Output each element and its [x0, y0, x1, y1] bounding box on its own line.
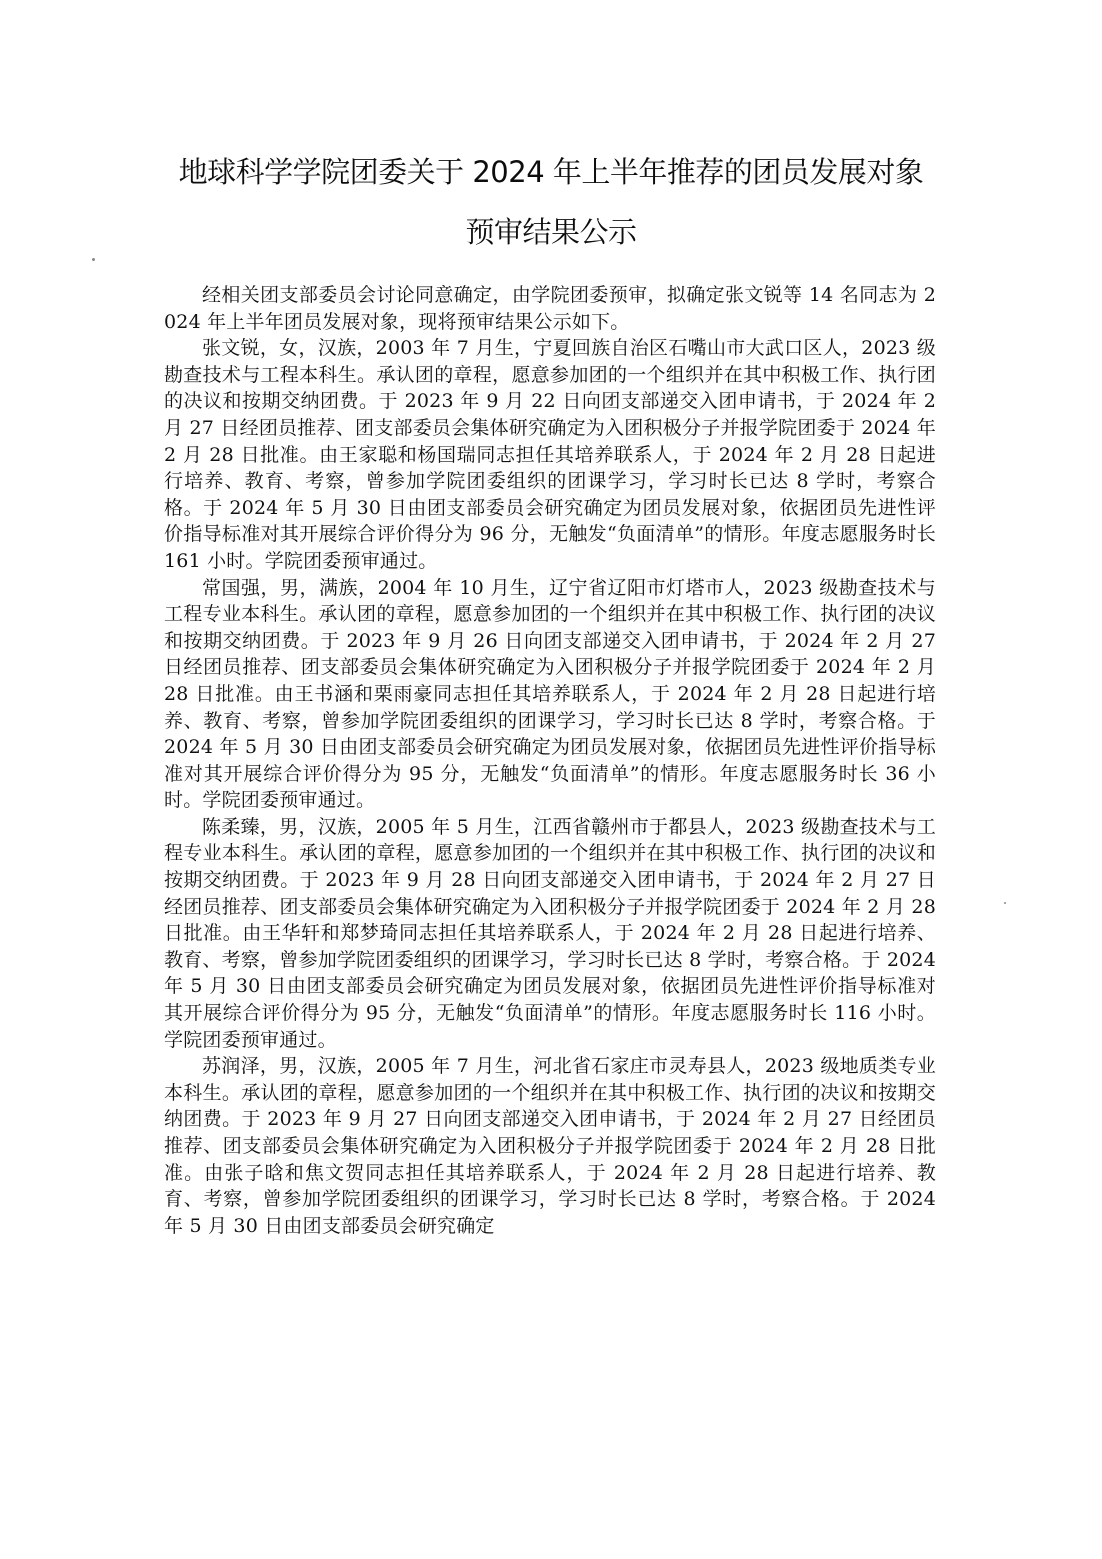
title-line-1: 地球科学学院团委关于 2024 年上半年推荐的团员发展对象 — [178, 155, 924, 189]
document-title — [120, 142, 982, 262]
candidate-paragraph: 常国强，男，满族，2004 年 10 月生，辽宁省辽阳市灯塔市人，2023 级勘查技术与工程专业本科生。承认团的章程，愿意参加团的一个组织并在其中积极工作、执行团的决议和按期交纳团费。于 2023 年 9 月 26 日向团支部递交入团申请书，于 2024 年 2 月 27 日经团员推荐、团支部委员会集体研究确定为入团积极分子并报学院团委于 2024 年 2 月 28 日批准。由王书涵和栗雨豪同志担任其培养联系人，于 2024 年 2 月 28 日起进行培养、教育、考察，曾参加学院团委组织的团课学习，学习时长已达 8 学时，考察合格。于 2024 年 5 月 30 日由团支部委员会研究确定为团员发展对象，依据团员先进性评价指导标准对其开展综合评价得分为 95 分，无触发“负面清单”的情形。年度志愿服务时长 36 小时。学院团委预审通过。 — [164, 576, 936, 812]
title-line-2: 预审结果公示 — [465, 215, 637, 249]
scan-speck — [1004, 902, 1006, 904]
candidate-paragraph: 张文锐，女，汉族，2003 年 7 月生，宁夏回族自治区石嘴山市大武口区人，2023 级勘查技术与工程本科生。承认团的章程，愿意参加团的一个组织并在其中积极工作、执行团的决议和按期交纳团费。于 2023 年 9 月 22 日向团支部递交入团申请书，于 2024 年 2 月 27 日经团员推荐、团支部委员会集体研究确定为入团积极分子并报学院团委于 2024 年 2 月 28 日批准。由王家聪和杨国瑞同志担任其培养联系人，于 2024 年 2 月 28 日起进行培养、教育、考察，曾参加学院团委组织的团课学习，学习时长已达 8 学时，考察合格。于 2024 年 5 月 30 日由团支部委员会研究确定为团员发展对象，依据团员先进性评价指导标准对其开展综合评价得分为 96 分，无触发“负面清单”的情形。年度志愿服务时长 161 小时。学院团委预审通过。 — [164, 337, 936, 572]
candidate-paragraph: 苏润泽，男，汉族，2005 年 7 月生，河北省石家庄市灵寿县人，2023 级地质类专业本科生。承认团的章程，愿意参加团的一个组织并在其中积极工作、执行团的决议和按期交纳团费。于 2023 年 9 月 27 日向团支部递交入团申请书，于 2024 年 2 月 27 日经团员推荐、团支部委员会集体研究确定为入团积极分子并报学院团委于 2024 年 2 月 28 日批准。由张子晗和焦文贺同志担任其培养联系人，于 2024 年 2 月 28 日起进行培养、教育、考察，曾参加学院团委组织的团课学习，学习时长已达 8 学时，考察合格。于 2024 年 5 月 30 日由团支部委员会研究确定 — [164, 1055, 936, 1237]
candidate-paragraph: 陈柔臻，男，汉族，2005 年 5 月生，江西省赣州市于都县人，2023 级勘查技术与工程专业本科生。承认团的章程，愿意参加团的一个组织并在其中积极工作、执行团的决议和按期交纳团费。于 2023 年 9 月 28 日向团支部递交入团申请书，于 2024 年 2 月 27 日经团员推荐、团支部委员会集体研究确定为入团积极分子并报学院团委于 2024 年 2 月 28 日批准。由王华轩和郑梦琦同志担任其培养联系人，于 2024 年 2 月 28 日起进行培养、教育、考察，曾参加学院团委组织的团课学习，学习时长已达 8 学时，考察合格。于 2024 年 5 月 30 日由团支部委员会研究确定为团员发展对象，依据团员先进性评价指导标准对其开展综合评价得分为 95 分，无触发“负面清单”的情形。年度志愿服务时长 116 小时。学院团委预审通过。 — [164, 815, 936, 1051]
scan-speck — [92, 258, 95, 261]
intro-paragraph: 经相关团支部委员会讨论同意确定，由学院团委预审，拟确定张文锐等 14 名同志为 2024 年上半年团员发展对象，现将预审结果公示如下。 — [164, 284, 936, 333]
document-body — [164, 282, 936, 1239]
